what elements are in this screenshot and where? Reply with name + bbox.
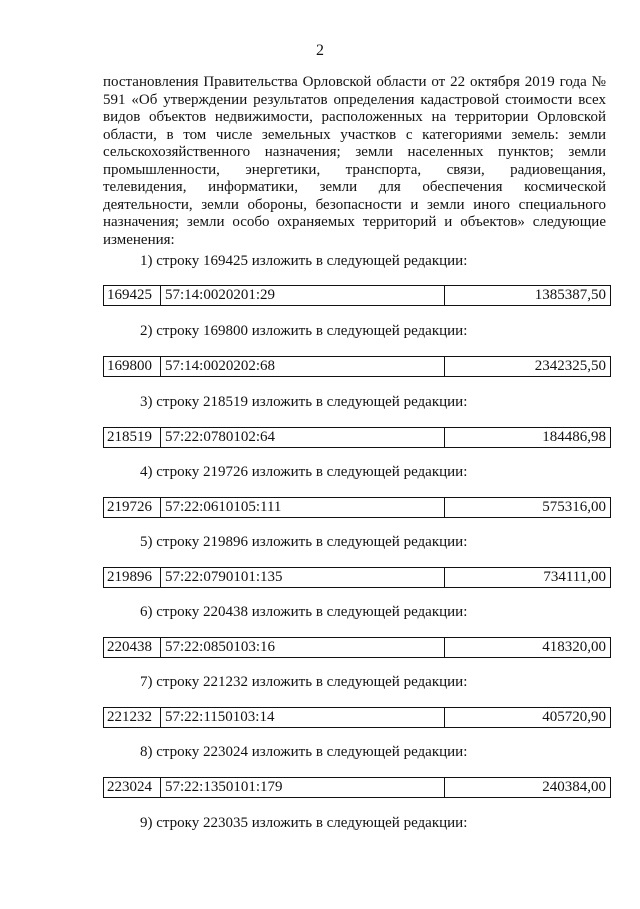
item-label: 2) строку 169800 изложить в следующей редакции:: [140, 323, 468, 339]
cadastral-number: 57:14:0020201:29: [161, 286, 445, 305]
row-number: 169425: [104, 286, 161, 305]
cadastral-number: 57:22:0850103:16: [161, 638, 445, 657]
row-number: 219896: [104, 568, 161, 587]
cadastral-value: 575316,00: [542, 499, 606, 515]
cadastral-value: 240384,00: [542, 779, 606, 795]
item-label: 9) строку 223035 изложить в следующей редакции:: [140, 815, 468, 831]
row-number: 220438: [104, 638, 161, 657]
table-row: [103, 497, 611, 518]
row-number: 223024: [104, 778, 161, 797]
item-label: 8) строку 223024 изложить в следующей редакции:: [140, 744, 468, 760]
table-row: [103, 637, 611, 658]
item-label: 7) строку 221232 изложить в следующей редакции:: [140, 674, 468, 690]
cadastral-value: 1385387,50: [534, 287, 606, 303]
table-row: [103, 777, 611, 798]
cadastral-number: 57:22:1150103:14: [161, 708, 445, 727]
item-label: 1) строку 169425 изложить в следующей редакции:: [140, 253, 468, 269]
item-label: 3) строку 218519 изложить в следующей редакции:: [140, 394, 468, 410]
intro-paragraph: постановления Правительства Орловской области от 22 октября 2019 года № 591 «Об утверждении результатов определения кадастровой стоимости всех видов объектов недвижимости, расположенных на территории Орловской области, в том числе земельных участков с категориями земель: земли сельскохозяйственного назначения; земли населенных пунктов; земли промышленности, энергетики, транспорта, связи, радиовещания, телевидения, информатики, земли для обеспечения космической деятельности, земли обороны, безопасности и земли иного специального назначения; земли особо охраняемых территорий и объектов» следующие изменения:: [103, 74, 606, 248]
cadastral-number: 57:22:1350101:179: [161, 778, 445, 797]
cadastral-value: 418320,00: [542, 639, 606, 655]
item-label: 5) строку 219896 изложить в следующей редакции:: [140, 534, 468, 550]
table-row: [103, 356, 611, 377]
row-number: 218519: [104, 428, 161, 447]
row-number: 221232: [104, 708, 161, 727]
table-row: [103, 427, 611, 448]
item-label: 6) строку 220438 изложить в следующей редакции:: [140, 604, 468, 620]
cadastral-number: 57:22:0780102:64: [161, 428, 445, 447]
cadastral-value: 184486,98: [542, 429, 606, 445]
item-label: 4) строку 219726 изложить в следующей редакции:: [140, 464, 468, 480]
table-row: [103, 285, 611, 306]
cadastral-number: 57:22:0610105:111: [161, 498, 445, 517]
cadastral-value: 2342325,50: [534, 358, 606, 374]
page-number: 2: [316, 42, 324, 59]
row-number: 169800: [104, 357, 161, 376]
table-row: [103, 707, 611, 728]
cadastral-number: 57:22:0790101:135: [161, 568, 445, 587]
cadastral-number: 57:14:0020202:68: [161, 357, 445, 376]
table-row: [103, 567, 611, 588]
row-number: 219726: [104, 498, 161, 517]
cadastral-value: 734111,00: [543, 569, 606, 585]
cadastral-value: 405720,90: [542, 709, 606, 725]
